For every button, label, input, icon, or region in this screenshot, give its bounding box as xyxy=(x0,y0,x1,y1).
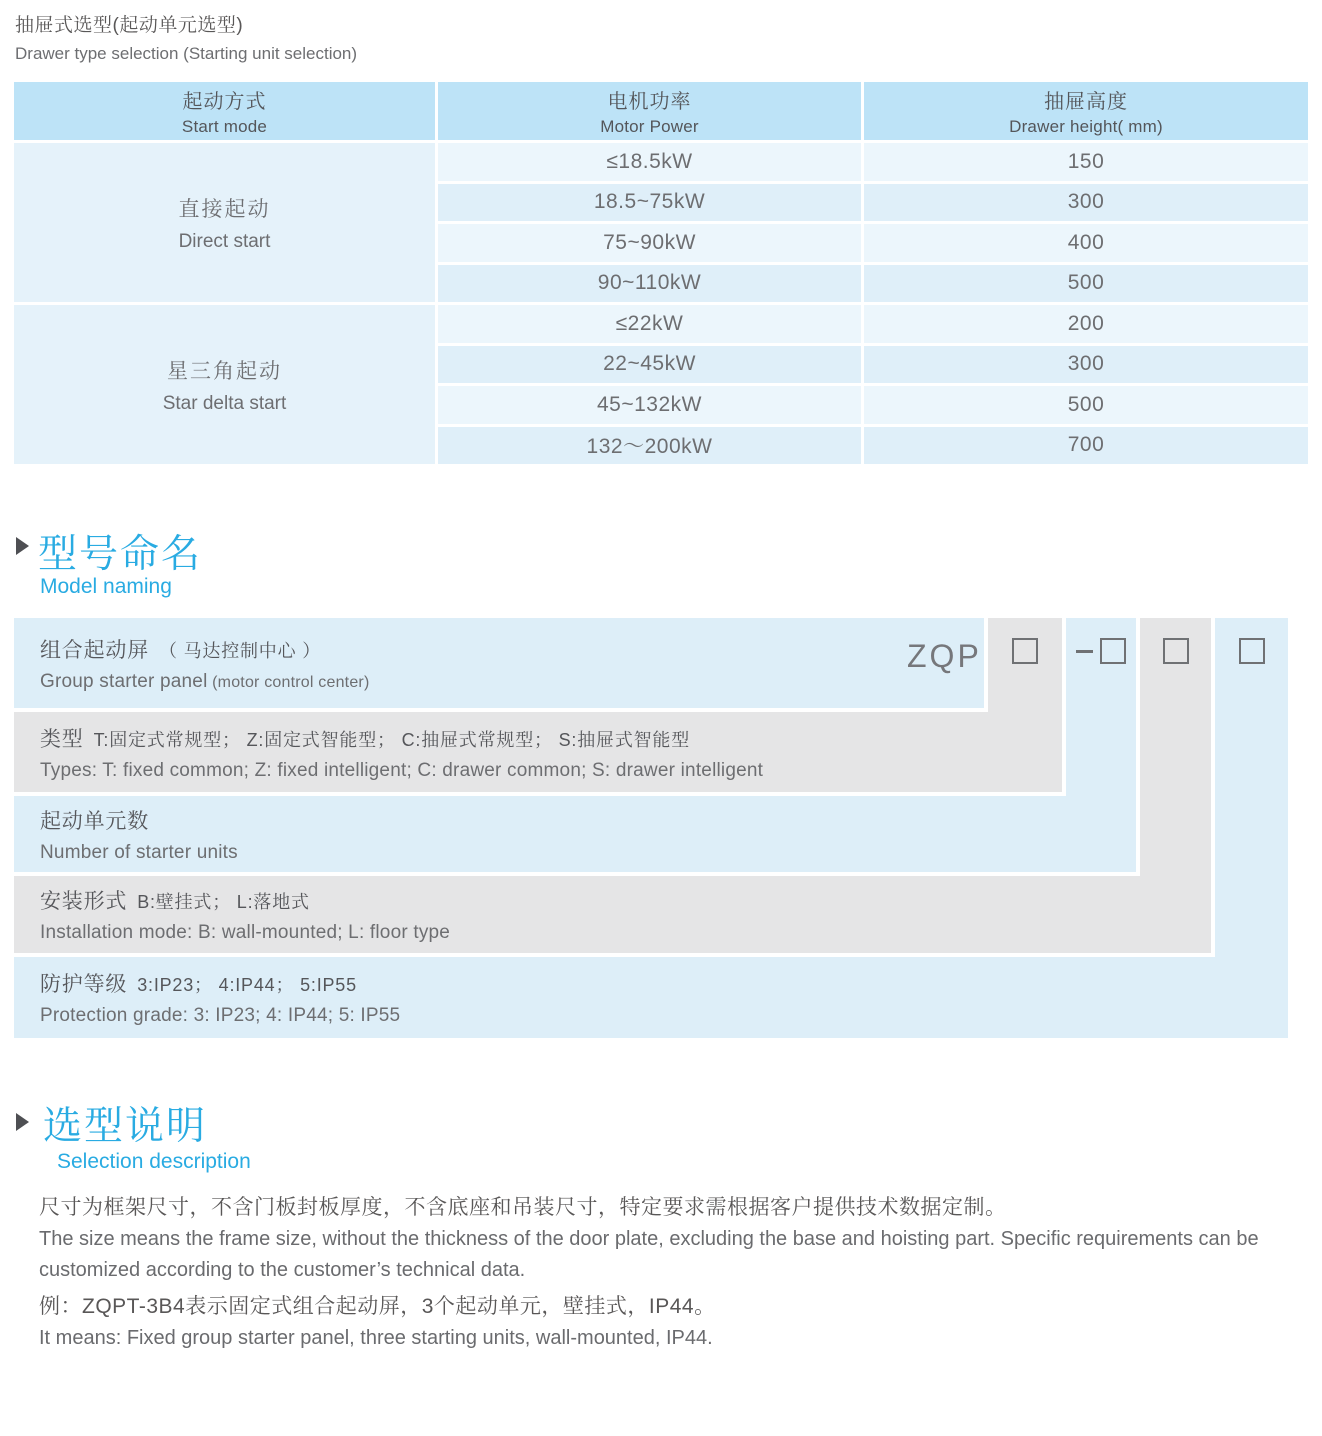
naming-row-cn xyxy=(40,968,1288,998)
model-naming-diagram xyxy=(14,618,1288,1038)
naming-row-cn xyxy=(40,805,1136,835)
mode-cn: 星三角起动 xyxy=(167,359,282,383)
naming-cn-sub: T:固定式常规型； Z:固定式智能型； C:抽屉式常规型； S:抽屉式智能型 xyxy=(93,729,691,750)
naming-en-sub: (motor control center) xyxy=(207,673,370,691)
table-cell-height: 300 xyxy=(864,184,1308,222)
naming-column-protection xyxy=(1215,618,1288,1038)
naming-en-main: Installation mode: B: wall-mounted; L: floor type xyxy=(40,922,451,943)
code-box-icon xyxy=(1163,638,1189,664)
desc-paragraph-cn: 尺寸为框架尺寸，不含门板封板厚度，不含底座和吊装尺寸，特定要求需根据客户提供技术数据定制。 xyxy=(39,1196,1007,1219)
naming-row-cn xyxy=(40,885,1211,915)
naming-cn-main: 类型 xyxy=(40,727,84,751)
naming-cn-main: 起动单元数 xyxy=(40,809,149,833)
naming-row-starter-units xyxy=(14,796,1136,872)
table-cell-power: ≤22kW xyxy=(438,305,861,343)
naming-row-protection-grade xyxy=(14,957,1288,1038)
table-cell-power: 22~45kW xyxy=(438,346,861,384)
drawer-selection-table xyxy=(14,82,1308,464)
naming-column-installation xyxy=(1140,618,1211,953)
table-cell-height: 700 xyxy=(864,427,1308,465)
table-cell-height: 150 xyxy=(864,143,1308,181)
section-title-model-naming-cn: 型号命名 xyxy=(38,533,203,576)
page-title-cn: 抽屉式选型(起动单元选型) xyxy=(15,15,244,36)
naming-cn-sub: （ 马达控制中心 ） xyxy=(159,640,322,661)
table-cell-height: 400 xyxy=(864,224,1308,262)
header-en: Drawer height( mm) xyxy=(1009,117,1163,136)
code-slot xyxy=(988,636,1062,666)
table-cell-power: 90~110kW xyxy=(438,265,861,303)
header-en: Motor Power xyxy=(600,117,699,136)
section-title-model-naming-en: Model naming xyxy=(40,575,172,598)
page-title-en: Drawer type selection (Starting unit selection) xyxy=(15,44,358,63)
page-title-block xyxy=(15,10,357,64)
naming-row-en xyxy=(40,922,1211,944)
desc-example-en: It means: Fixed group starter panel, three starting units, wall-mounted, IP44. xyxy=(39,1327,713,1349)
table-header-motor-power xyxy=(438,82,861,140)
naming-cn-sub: B:壁挂式； L:落地式 xyxy=(137,892,310,912)
header-cn: 起动方式 xyxy=(182,91,267,113)
naming-row-cn xyxy=(40,634,984,664)
table-cell-height: 500 xyxy=(864,265,1308,303)
code-slot xyxy=(1066,636,1136,666)
naming-row-installation-mode xyxy=(14,876,1211,953)
header-cn: 抽屉高度 xyxy=(1044,91,1128,113)
section-title-selection-cn: 选型说明 xyxy=(43,1105,208,1148)
mode-cell-direct-start xyxy=(14,143,435,302)
mode-en: Direct start xyxy=(178,230,271,252)
mode-en: Star delta start xyxy=(162,392,287,414)
code-box-icon xyxy=(1100,638,1126,664)
code-box-icon xyxy=(1012,638,1038,664)
code-box-icon xyxy=(1239,638,1265,664)
naming-en-main: Types: T: fixed common; Z: fixed intelligent; C: drawer common; S: drawer intelligent xyxy=(40,759,764,781)
naming-en-main: Protection grade: 3: IP23; 4: IP44; 5: IP55 xyxy=(40,1005,401,1026)
naming-row-en xyxy=(40,760,1062,782)
naming-row-cn xyxy=(40,723,1062,753)
naming-cn-main: 安装形式 xyxy=(40,890,128,913)
naming-cn-main: 防护等级 xyxy=(40,973,128,996)
naming-row-group-starter-panel xyxy=(14,618,984,708)
desc-example-cn: 例：ZQPT-3B4表示固定式组合起动屏，3个起动单元，壁挂式，IP44。 xyxy=(39,1295,716,1318)
naming-cn-sub: 3:IP23； 4:IP44； 5:IP55 xyxy=(137,975,357,995)
naming-column-type xyxy=(988,618,1062,792)
table-cell-power: 18.5~75kW xyxy=(438,184,861,222)
section-title-selection-en: Selection description xyxy=(57,1150,251,1173)
table-cell-power: 132～200kW xyxy=(438,427,861,465)
table-header-drawer-height xyxy=(864,82,1308,140)
header-cn: 电机功率 xyxy=(607,91,692,113)
dash-icon xyxy=(1076,650,1093,653)
section-arrow-icon xyxy=(16,537,29,555)
naming-row-en xyxy=(40,1005,1288,1027)
table-cell-power: 75~90kW xyxy=(438,224,861,262)
code-slot xyxy=(1140,636,1211,666)
code-slot xyxy=(1215,636,1288,666)
selection-description-text xyxy=(39,1192,1297,1354)
mode-cn: 直接起动 xyxy=(178,197,271,221)
model-code-prefix: ZQP xyxy=(907,638,982,674)
header-en: Start mode xyxy=(181,117,268,136)
naming-column-units xyxy=(1066,618,1136,872)
table-cell-power: 45~132kW xyxy=(438,386,861,424)
naming-row-en xyxy=(40,842,1136,864)
naming-row-en xyxy=(40,671,984,693)
mode-cell-star-delta-start xyxy=(14,305,435,464)
desc-paragraph-en: The size means the frame size, without the thickness of the door plate, excluding the base and hoisting part. Specific requirements can be customized according to the customer’s technical data. xyxy=(39,1228,1259,1281)
table-cell-height: 200 xyxy=(864,305,1308,343)
table-cell-height: 300 xyxy=(864,346,1308,384)
naming-cn-main: 组合起动屏 xyxy=(40,638,149,662)
naming-row-types xyxy=(14,712,1062,792)
table-cell-height: 500 xyxy=(864,386,1308,424)
naming-en-main: Number of starter units xyxy=(40,841,238,863)
table-header-start-mode xyxy=(14,82,435,140)
naming-en-main: Group starter panel xyxy=(40,670,208,692)
section-arrow-icon xyxy=(16,1113,29,1131)
table-cell-power: ≤18.5kW xyxy=(438,143,861,181)
